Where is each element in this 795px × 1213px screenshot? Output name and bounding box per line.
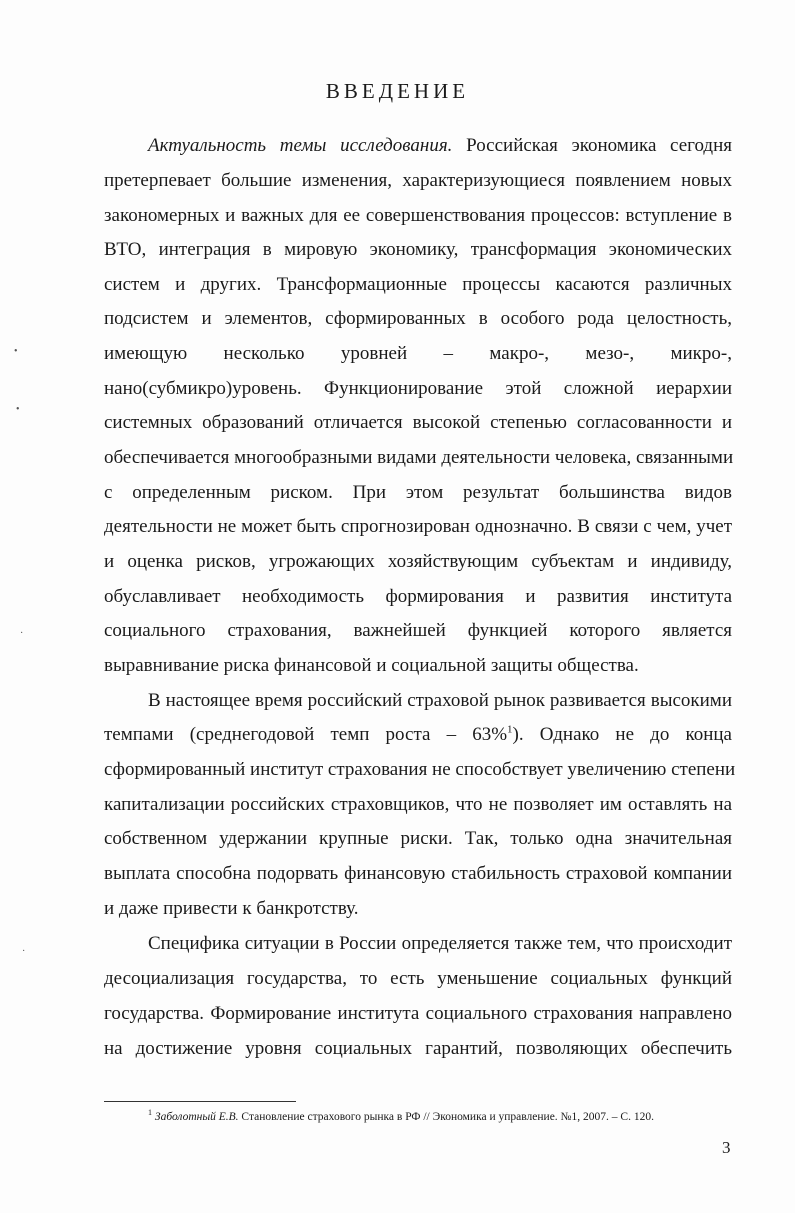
scan-speck: · <box>20 628 24 639</box>
page-title: ВВЕДЕНИЕ <box>325 79 470 103</box>
footnote <box>148 1108 654 1123</box>
page-number: 3 <box>722 1138 731 1157</box>
text-line: закономерных и важных для ее совершенствования процессов: вступление в <box>104 205 732 226</box>
footnote-text: Становление страхового рынка в РФ // Экономика и управление. №1, 2007. – С. 120. <box>238 1111 654 1123</box>
text-line <box>104 720 732 750</box>
topic-lead: Актуальность темы исследования. <box>148 135 453 156</box>
text-line: и оценка рисков, угрожающих хозяйствующим субъектам и индивиду, <box>104 551 732 572</box>
text-span: ). Однако не до конца <box>512 724 732 745</box>
text-line: В настоящее время российский страховой рынок развивается высокими <box>148 690 732 711</box>
scan-speck: • <box>16 404 20 415</box>
footnote-separator <box>104 1101 296 1102</box>
text-line: нано(субмикро)уровень. Функционирование этой сложной иерархии <box>104 378 732 399</box>
text-line: претерпевает большие изменения, характеризующиеся появлением новых <box>104 170 732 191</box>
scan-speck: • <box>14 346 18 357</box>
text-line: ВТО, интеграция в мировую экономику, трансформация экономических <box>104 239 732 260</box>
text-span: Российская экономика сегодня <box>452 135 732 156</box>
text-line: выплата способна подорвать финансовую стабильность страховой компании <box>104 863 732 884</box>
text-line: государства. Формирование института социального страхования направлено <box>104 1003 732 1024</box>
scan-speck: · <box>22 946 26 957</box>
text-line: капитализации российских страховщиков, что не позволяет им оставлять на <box>104 794 732 815</box>
text-line: обеспечивается многообразными видами деятельности человека, связанными <box>104 447 734 468</box>
text-line: деятельности не может быть спрогнозирован однозначно. В связи с чем, учет <box>104 516 732 537</box>
text-line: имеющую несколько уровней – макро-, мезо-, микро-, <box>104 343 732 364</box>
footnote-author: Заболотный Е.В. <box>154 1111 239 1123</box>
text-line: системных образований отличается высокой степенью согласованности и <box>104 412 732 433</box>
text-line <box>104 131 732 161</box>
text-line: выравнивание риска финансовой и социальной защиты общества. <box>104 655 639 676</box>
text-line: Специфика ситуации в России определяется также тем, что происходит <box>148 933 732 954</box>
footnote-number: 1 <box>148 1108 152 1118</box>
text-line: систем и других. Трансформационные процессы касаются различных <box>104 274 732 295</box>
text-line: сформированный институт страхования не способствует увеличению степени <box>104 759 736 780</box>
text-line: социального страхования, важнейшей функцией которого является <box>104 620 732 641</box>
text-span: темпами (среднегодовой темп роста – 63% <box>104 724 508 745</box>
text-line: с определенным риском. При этом результат большинства видов <box>104 482 732 503</box>
text-line: обуславливает необходимость формирования и развития института <box>104 586 732 607</box>
text-line: собственном удержании крупные риски. Так, только одна значительная <box>104 828 732 849</box>
text-line: и даже привести к банкротству. <box>104 898 359 919</box>
text-line: подсистем и элементов, сформированных в особого рода целостность, <box>104 308 732 329</box>
text-line: на достижение уровня социальных гарантий, позволяющих обеспечить <box>104 1038 732 1059</box>
text-line: десоциализация государства, то есть уменьшение социальных функций <box>104 968 732 989</box>
footnote-reference: 1 <box>507 723 513 736</box>
